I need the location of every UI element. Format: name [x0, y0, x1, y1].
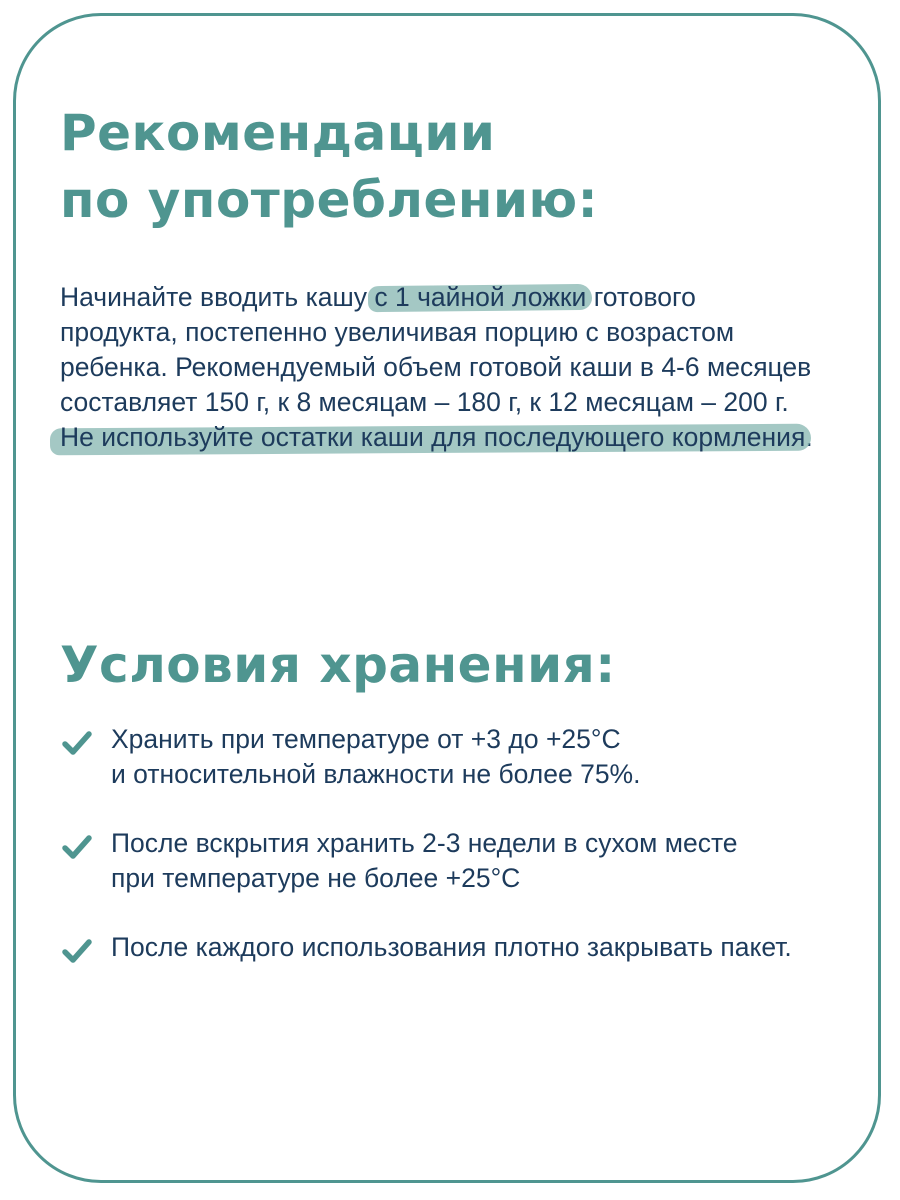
- paragraph-line-1-end: готового: [586, 282, 696, 312]
- paragraph-line-5-end: .: [805, 422, 813, 452]
- paragraph-line-1-start: Начинайте вводить кашу: [60, 282, 375, 312]
- storage-heading-text: Условия хранения:: [60, 636, 616, 694]
- storage-item-temperature-text: [111, 722, 640, 792]
- recommendations-heading: [60, 100, 598, 234]
- storage-item-line: и относительной влажности не более 75%.: [111, 759, 641, 789]
- paragraph-line-4: составляет 150 г, к 8 месяцам – 180 г, к 12 месяцам – 200 г.: [60, 387, 789, 417]
- check-icon: [62, 730, 92, 756]
- storage-item-after-opening-text: [111, 826, 738, 896]
- paragraph-line-3: ребенка. Рекомендуемый объем готовой каши в 4-6 месяцев: [60, 352, 812, 382]
- paragraph-line-5: [60, 420, 860, 455]
- recommendations-paragraph: [60, 280, 860, 455]
- storage-item-line: После вскрытия хранить 2-3 недели в сухом месте: [111, 828, 738, 858]
- recommendations-heading-line1: Рекомендации: [60, 104, 496, 162]
- storage-item-line: После каждого использования плотно закрывать пакет.: [111, 932, 792, 962]
- recommendations-heading-line2: по употреблению:: [60, 171, 599, 229]
- check-icon: [62, 834, 92, 860]
- storage-item-line: при температуре не более +25°С: [111, 863, 521, 893]
- highlight-teaspoon: с 1 чайной ложки: [374, 282, 587, 312]
- check-icon: [62, 938, 92, 964]
- storage-heading: [60, 632, 616, 699]
- paragraph-line-1: [60, 280, 860, 315]
- paragraph-line-2: продукта, постепенно увеличивая порцию с возрастом: [60, 317, 735, 347]
- storage-item-line: Хранить при температуре от +3 до +25°С: [111, 724, 621, 754]
- highlight-leftovers-warning: Не используйте остатки каши для последующего кормления: [60, 422, 806, 452]
- storage-item-close-package-text: [111, 930, 792, 965]
